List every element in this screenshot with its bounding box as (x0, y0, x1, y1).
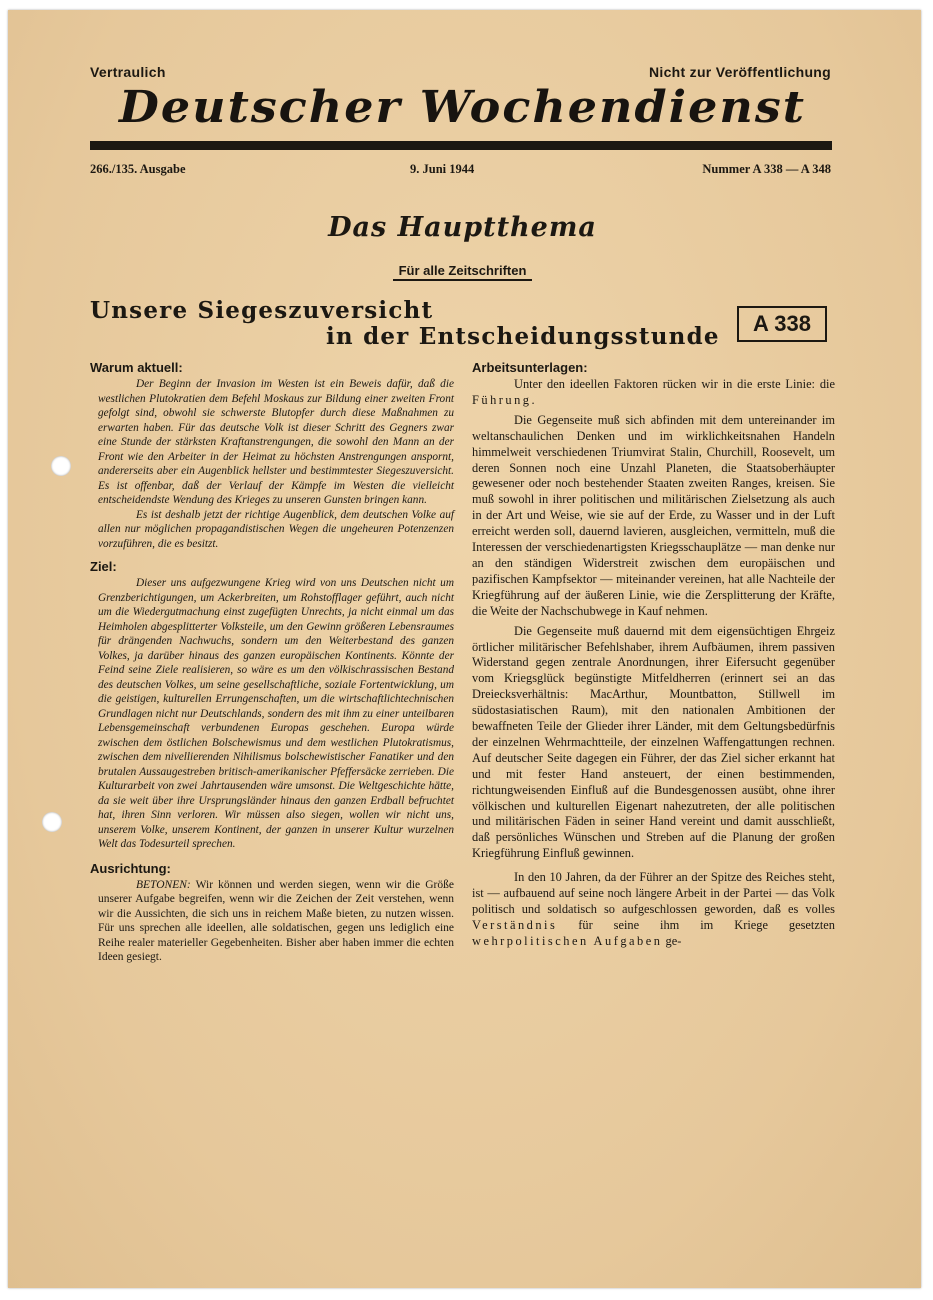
right-column (472, 360, 835, 954)
p4-text-e: ge- (662, 933, 682, 948)
issue-date: 9. Juni 1944 (410, 162, 475, 176)
ausrichtung-heading: Ausrichtung: (90, 860, 171, 876)
p1-spaced-fuehrung: Führung (472, 392, 532, 407)
ziel-heading: Ziel: (90, 559, 117, 574)
article-code-box: A 338 (737, 306, 827, 342)
warum-paragraph-2: Es ist deshalb jetzt der richtige Augenblick, dem deutschen Volke auf allen nur möglichen propagandistischen Wegen die ungeheuren Potenzenzen vorzuführen, die es besitzt. (98, 508, 454, 550)
p4-text-a: In den 10 Jahren, da der Führer an der Spitze des Reiches steht, ist — aufbauend auf seine noch längere Arbeit in der Partei — das Volk politisch und soldatisch so aufgeschlossen geworden, daß es volles (472, 870, 835, 916)
right-paragraph-3: Die Gegenseite muß dauernd mit dem eigensüchtigen Ehrgeiz örtlicher militärischer Befehlshaber, ihrem Aufbäumen, ihrem passiven Widerstand gegen zentrale Anordnungen, ihrer Eifersucht gegenüber vom Kriegsglück begünstigte Mitfeldherren (erinnert sei an das Dreiecksverhältnis: MacArthur, Mountbatton, Stillwell im südostasiatischen Raum), mit den nationalen Ambitionen der bewaffneten Teile der Glieder ihrer Länder, mit dem Geltungsbedürfnis der einzelnen Wehrmachtteile, der einzelnen Waffengattungen rechnen. Auf deutscher Seite dagegen ein Führer, der das Ziel sicher erkannt hat und mit fester Hand ansteuert, der einen bestimmenden, richtungweisenden Einfluß auf die Bundesgenossen ausübt, ohne ihrer völkischen und kulturellen Eigenart nahezutreten, der alle politischen und militärischen Fäden in seiner Hand vereint und damit ausschließt, daß persönliches Wünschen und Streben auf die Planung der großen Kriegführung Einfluß gewinnen. (472, 623, 835, 861)
arbeitsunterlagen-heading: Arbeitsunterlagen: (472, 360, 588, 375)
warum-paragraph-1: Der Beginn der Invasion im Westen ist ein Beweis dafür, daß die westlichen Plutokratien dem Befehl Moskaus zur Bildung einer zweiten Front gefolgt sind, obwohl sie schwerste Blutopfer durch diese Maßnahmen zu erwarten haben. Für das deutsche Volk ist dieser Schritt des Gegners zwar eine Stunde der stärksten Kraftanstrengungen, die sowohl den Mann an der Front wie den Arbeiter in der Heimat zu höchsten Anstrengungen anspornt, andererseits aber ein Augenblick hellster und bestimmtester Siegeszuversicht. Es ist offenbar, daß der Verlauf der Kämpfe im Westen die vielleicht entscheidendste Wendung des Krieges zu unseren Gunsten bringen kann. (98, 378, 454, 506)
article-title-line2: in der Entscheidungsstunde (326, 323, 720, 350)
masthead-title: Deutscher Wochendienst (119, 81, 806, 133)
right-paragraph-4 (472, 870, 835, 950)
p4-text-c: für seine ihm im Kriege gesetzten (557, 917, 835, 932)
p1-text-c: . (531, 392, 535, 407)
section-title: Das Hauptthema (328, 212, 597, 243)
not-for-publication-tag: Nicht zur Veröffentlichung (648, 64, 831, 80)
masthead-rule (90, 141, 832, 150)
p1-text-a: Unter den ideellen Faktoren rücken wir in die erste Linie: die (514, 377, 835, 391)
p4-spaced-aufgaben: wehrpolitischen Aufgaben (472, 933, 663, 948)
section-subtitle-text: Für alle Zeitschriften (393, 263, 533, 281)
right-paragraph-2: Die Gegenseite muß sich abfinden mit dem untereinander im weltanschaulichen Denken und im wirklichkeitsnahen Handeln himmelweit verschiedenen Triumvirat Stalin, Churchill, Roosevelt, um deren Sonnen noch eine Unzahl Planeten, die Staatsoberhäupter gewesener oder noch bestehender Staaten zweiten Ranges, kreisen. Sie muß sowohl in ihrer politischen und militärischen Zielsetzung als auch in der Art und Weise, wie sie auf der Erde, zu Wasser und in der Luft erreicht werden soll, dauernd lavieren, ausgleichen, vermitteln, muß die Interessen der verschiedenartigsten Kriegsschauplätze — man denke nur an den ständigen Widerstreit zwischen dem europäischen und pazifischen Kampfsektor — miteinander vereinen, hat alle Nachteile der Kriegführung auf der äußeren Linie, wie die Zersplitterung der Kräfte, die Weite der Nachschubwege in Kauf nehmen. (472, 412, 835, 618)
article-number-range: Nummer A 338 — A 348 (702, 162, 831, 176)
ziel-paragraph-1: Dieser uns aufgezwungene Krieg wird von uns Deutschen nicht um Grenzberichtigungen, um Ackerbreiten, um Rohstofflager geführt, auch nicht um die Wiedergutmachung einst zugefügten Unrechts, ja nicht einmal um das Heimholen abgesplitterter Volksteile, um den Gewinn größeren Lebensraumes für drängenden Nachwuchs, sondern um den Weiterbestand des ganzen Volkes, ja darüber hinaus des ganzen europäischen Kontinents. Könnte der Feind seine Ziele realisieren, so wäre es um den völkischrassischen Bestand des deutschen Volkes, um seine gesellschaftliche, soziale Fortentwicklung, um die geistigen, kulturellen Errungenschaften, um die wirtschaftlichtechnischen Grundlagen nicht nur Deutschlands, sondern des mit ihm zu einer unteilbaren Lebensgemeinschaft verbundenen Europas geschehen. Europa würde zwischen dem östlichen Bolschewismus und dem westlichen Plutokratismus, zwischen dem nivellierenden Nihilismus bolschewistischer Fanatiker und den brutalen Aussaugestreben britisch-amerikanischer Pfeffersäcke zerrieben. Die Kulturarbeit von zwei Jahrtausenden wäre umsonst. Die Weltgeschichte hätte, da sie weit über ihre Ursprungsländer hinaus den ganzen Erdball befruchtet hat, ihren Sinn verloren. Wir müssen also siegen, wollen wir nicht uns, unserem Volke, unserem Kontinent, der ganzen in unserer Kultur wurzelnen Welt das Todesurteil sprechen. (98, 577, 454, 850)
issue-number: 266./135. Ausgabe (90, 162, 186, 176)
p4-spaced-verstaendnis: Verständnis (472, 917, 558, 932)
article-title-line1: Unsere Siegeszuversicht (90, 297, 434, 324)
punch-hole-bottom (42, 812, 62, 832)
left-column (90, 360, 454, 965)
confidential-tag: Vertraulich (90, 64, 166, 80)
punch-hole-top (51, 456, 71, 476)
warum-heading: Warum aktuell: (90, 360, 183, 375)
betonen-lead: BETONEN: (136, 878, 191, 891)
right-paragraph-1 (472, 377, 835, 409)
ausrichtung-text: Wir können und werden siegen, wenn wir die Größe unserer Aufgabe begreifen, wenn wir die Zeichen der Zeit verstehen, wenn wir die Aussichten, die sich uns in reichem Maße bieten, zu nutzen wissen. Für uns sprechen alle ideellen, alle soldatischen, gegen uns lediglich eine Reihe realer materieller Gegebenheiten. Bisher aber haben immer die echten Ideen gesiegt. (98, 878, 454, 963)
section-subtitle (90, 263, 835, 278)
ausrichtung-paragraph (98, 878, 454, 965)
